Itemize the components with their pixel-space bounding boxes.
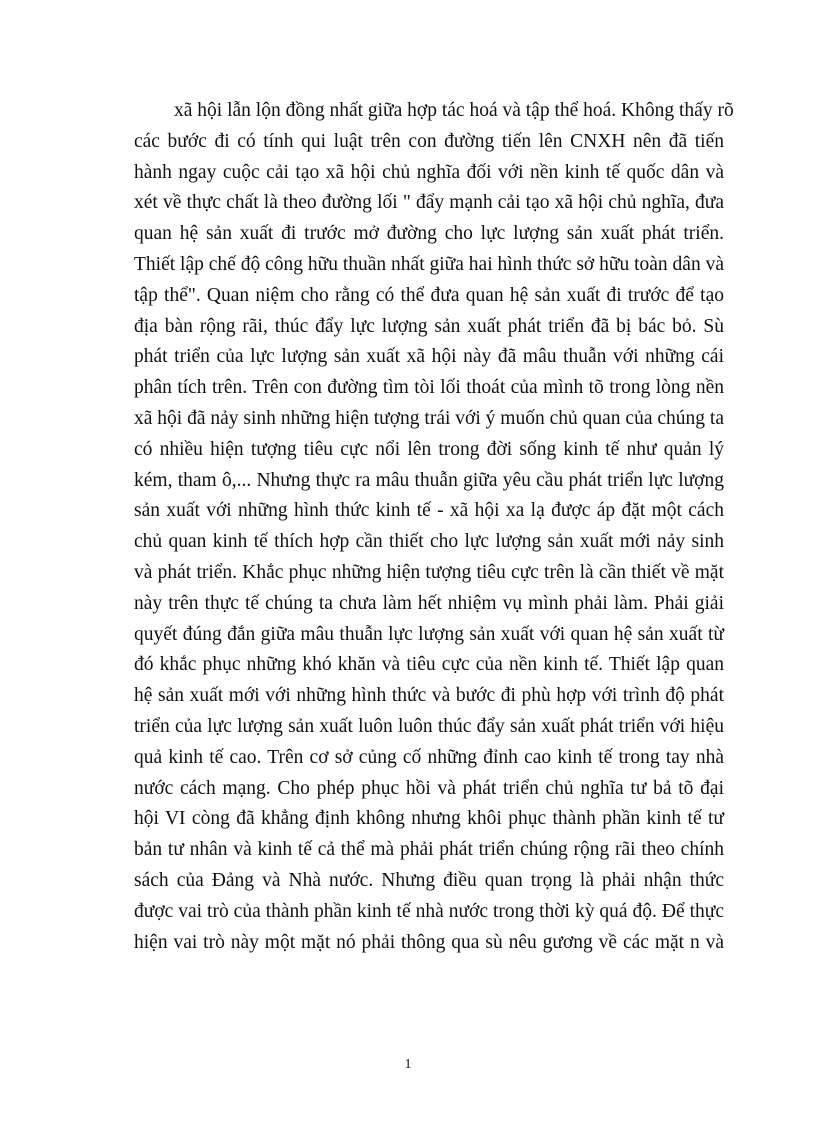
- text-line: hội VI còng đã khẳng định không nhưng khôi phục thành phần kinh tế tư: [134, 808, 724, 830]
- text-line: tập thể". Quan niệm cho rằng có thể đưa quan hệ sản xuất đi trước để tạo: [134, 284, 724, 306]
- text-line: hệ sản xuất mới với những hình thức và bước đi phù hợp với trình độ phát: [134, 685, 724, 707]
- text-line: chủ quan kinh tế thích hợp cần thiết cho lực lượng sản xuất mới nảy sinh: [134, 531, 724, 553]
- text-line: xét về thực chất là theo đường lối " đẩy mạnh cải tạo xã hội chủ nghĩa, đưa: [134, 192, 724, 214]
- text-line: Thiết lập chế độ công hữu thuần nhất giữa hai hình thức sở hữu toàn dân và: [134, 253, 724, 275]
- text-line: hành ngay cuộc cải tạo xã hội chủ nghĩa đối với nền kinh tế quốc dân và: [134, 161, 724, 183]
- text-line: quả kinh tế cao. Trên cơ sở củng cố những đỉnh cao kinh tế trong tay nhà: [134, 746, 724, 768]
- text-line: bản tư nhân và kinh tế cả thể mà phải phát triển chúng rộng rãi theo chính: [134, 839, 724, 861]
- text-line: xã hội đã nảy sinh những hiện tượng trái với ý muốn chủ quan của chúng ta: [134, 407, 724, 429]
- text-line: phát triển của lực lượng sản xuất xã hội này đã mâu thuẫn với những cái: [134, 346, 724, 368]
- text-line: sách của Đảng và Nhà nước. Nhưng điều quan trọng là phải nhận thức: [134, 869, 724, 891]
- text-line: này trên thực tế chúng ta chưa làm hết nhiệm vụ mình phải làm. Phải giải: [134, 592, 724, 614]
- text-line: địa bàn rộng rãi, thúc đẩy lực lượng sản xuất phát triển đã bị bác bỏ. Sù: [134, 315, 724, 337]
- page-number: 1: [404, 1057, 412, 1072]
- text-line: quyết đúng đắn giữa mâu thuẫn lực lượng sản xuất với quan hệ sản xuất từ: [134, 623, 724, 645]
- text-line: sản xuất với những hình thức kinh tế - xã hội xa lạ được áp đặt một cách: [134, 500, 724, 522]
- text-line: nước cách mạng. Cho phép phục hồi và phát triển chủ nghĩa tư bả tõ đại: [134, 777, 724, 799]
- text-line: quan hệ sản xuất đi trước mở đường cho lực lượng sản xuất phát triển.: [134, 223, 724, 245]
- text-line: có nhiều hiện tượng tiêu cực nổi lên trong đời sống kinh tế như quản lý: [134, 438, 724, 460]
- text-line: xã hội lẫn lộn đồng nhất giữa hợp tác hoá và tập thể hoá. Không thấy rõ: [174, 100, 734, 121]
- text-line: được vai trò của thành phần kinh tế nhà nước trong thời kỳ quá độ. Để thực: [134, 900, 724, 922]
- text-line: triển của lực lượng sản xuất luôn luôn thúc đẩy sản xuất phát triển với hiệu: [134, 715, 724, 737]
- text-line: phân tích trên. Trên con đường tìm tòi lối thoát của mình tõ trong lòng nền: [134, 377, 724, 399]
- text-line: hiện vai trò này một mặt nó phải thông qua sù nêu gương về các mặt n và: [134, 931, 724, 953]
- text-line: kém, tham ô,... Nhưng thực ra mâu thuẫn giữa yêu cầu phát triển lực lượng: [134, 469, 724, 491]
- text-line: các bước đi có tính qui luật trên con đường tiến lên CNXH nên đã tiến: [134, 130, 724, 152]
- text-line: và phát triển. Khắc phục những hiện tượng tiêu cực trên là cần thiết về mặt: [134, 561, 724, 583]
- body-paragraph: [134, 96, 734, 958]
- text-line: đó khắc phục những khó khăn và tiêu cực của nền kinh tế. Thiết lập quan: [134, 654, 724, 676]
